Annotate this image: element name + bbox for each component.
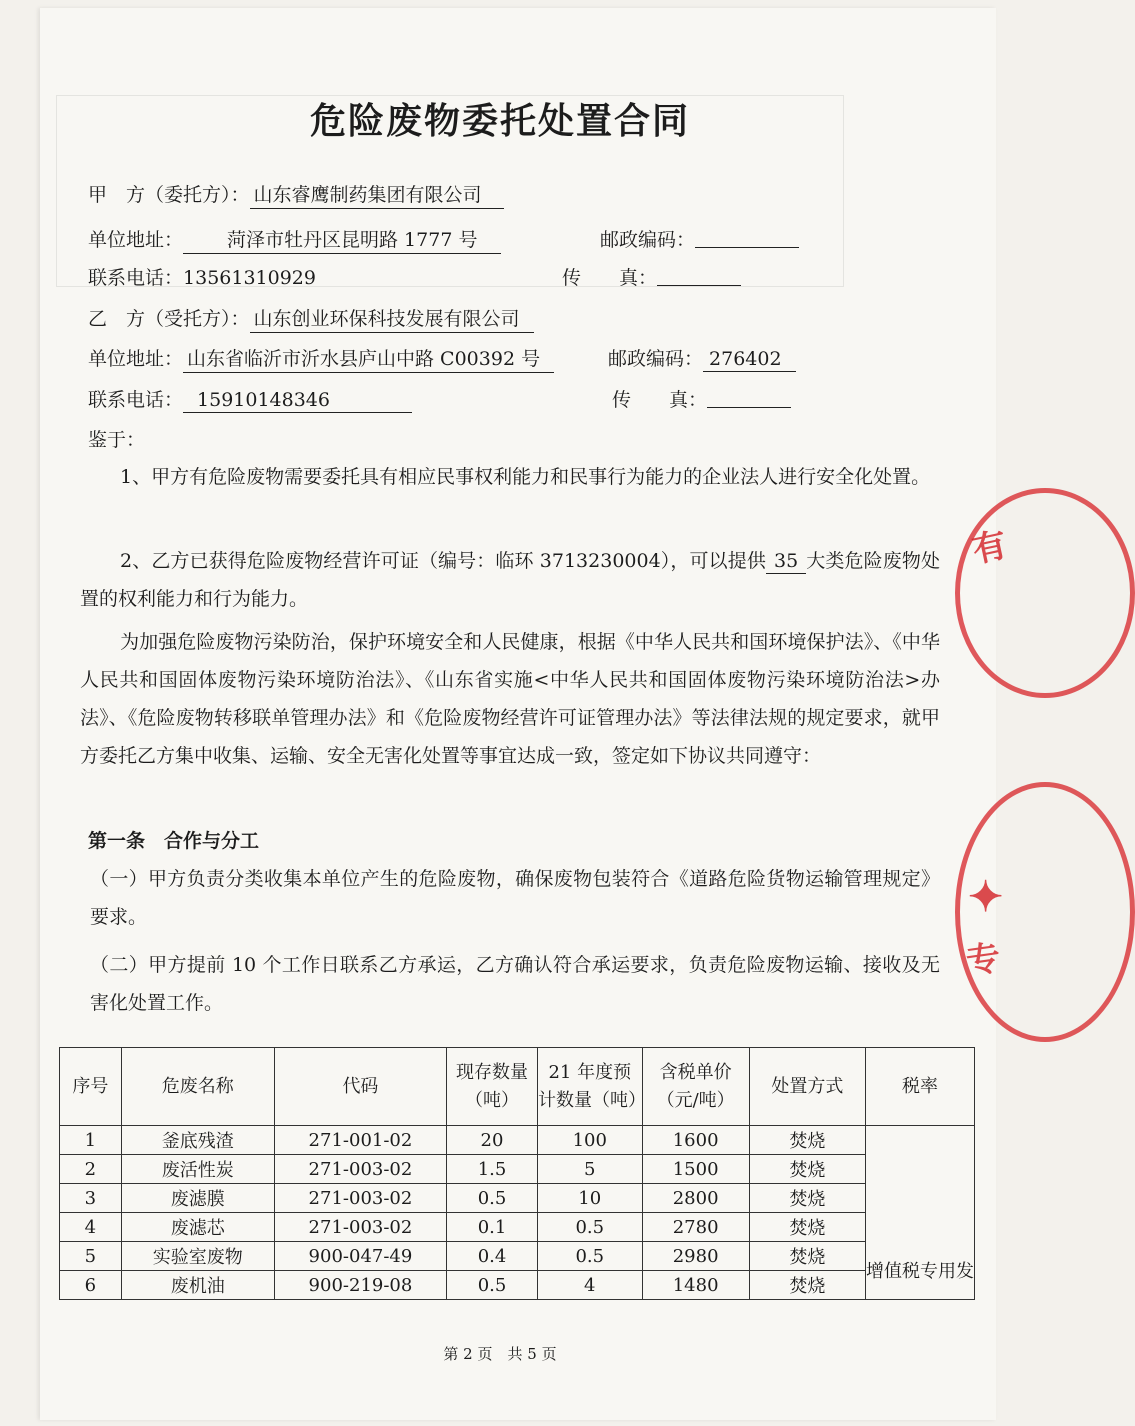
party-a-postcode-label: 邮政编码： xyxy=(600,229,696,251)
table-row xyxy=(60,1155,975,1184)
article-1-item-1: （一）甲方负责分类收集本单位产生的危险废物，确保废物包装符合《道路危险货物运输管理规定》要求。 xyxy=(90,868,940,928)
party-b-fax xyxy=(707,389,791,408)
party-a-address-label: 单位地址： xyxy=(88,229,184,251)
cell-code: 271-003-02 xyxy=(274,1184,446,1213)
cell-code: 271-001-02 xyxy=(274,1126,446,1155)
cell-stock: 0.5 xyxy=(447,1271,538,1300)
waste-table xyxy=(59,1047,975,1300)
table-row xyxy=(60,1242,975,1271)
cell-method: 焚烧 xyxy=(749,1155,865,1184)
party-a-phone-row xyxy=(88,263,316,290)
cell-price: 2780 xyxy=(642,1213,749,1242)
cell-stock: 0.5 xyxy=(447,1184,538,1213)
cell-name: 废机油 xyxy=(121,1271,274,1300)
cell-name: 釜底残渣 xyxy=(121,1126,274,1155)
header-forecast xyxy=(537,1048,646,1126)
cell-code: 900-047-49 xyxy=(274,1242,446,1271)
party-b-phone-row xyxy=(88,385,412,413)
party-b-postcode: 276402 xyxy=(703,348,796,372)
party-b-postcode-row xyxy=(608,344,796,372)
party-b-address: 山东省临沂市沂水县庐山中路 C00392 号 xyxy=(183,344,554,373)
party-b-fax-label: 传 真： xyxy=(612,389,708,411)
seal-star-icon: ✦ xyxy=(968,872,1004,921)
cell-stock: 0.4 xyxy=(447,1242,538,1271)
seal-lower-glyph: 专 xyxy=(963,937,1004,983)
table-row xyxy=(60,1126,975,1155)
cell-forecast: 5 xyxy=(537,1155,642,1184)
cell-name: 实验室废物 xyxy=(121,1242,274,1271)
header-tax: 税率 xyxy=(865,1048,974,1126)
cell-stock: 1.5 xyxy=(447,1155,538,1184)
cell-code: 900-219-08 xyxy=(274,1271,446,1300)
cell-code: 271-003-02 xyxy=(274,1213,446,1242)
party-b-label: 乙 方（受托方）： xyxy=(88,308,250,330)
purpose-paragraph xyxy=(80,623,940,775)
document-title: 危险废物委托处置合同 xyxy=(309,100,690,142)
cell-price: 2800 xyxy=(642,1184,749,1213)
header-no: 序号 xyxy=(60,1048,122,1126)
party-a-fax-label: 传 真： xyxy=(562,267,658,289)
party-a-label: 甲 方（委托方）： xyxy=(88,184,250,206)
page-footer: 第 2 页 共 5 页 xyxy=(443,1345,557,1363)
party-a-phone-label: 联系电话： xyxy=(88,267,184,289)
cell-stock: 0.1 xyxy=(447,1213,538,1242)
whereas-label: 鉴于： xyxy=(88,429,146,451)
clause-2 xyxy=(80,542,940,618)
header-method: 处置方式 xyxy=(749,1048,865,1126)
cell-name: 废滤芯 xyxy=(121,1213,274,1242)
cell-no: 6 xyxy=(60,1271,122,1300)
cell-tax-rate: 增值税专用发 xyxy=(865,1126,974,1300)
cell-forecast: 0.5 xyxy=(537,1242,642,1271)
cell-no: 1 xyxy=(60,1126,122,1155)
cell-method: 焚烧 xyxy=(749,1213,865,1242)
cell-method: 焚烧 xyxy=(749,1126,865,1155)
header-price-line1: 含税单价 xyxy=(659,1061,732,1083)
cell-price: 1600 xyxy=(642,1126,749,1155)
cell-forecast: 0.5 xyxy=(537,1213,642,1242)
header-forecast-line1: 21 年度预 xyxy=(548,1061,632,1083)
header-code: 代码 xyxy=(274,1048,446,1126)
party-a-postcode-row xyxy=(600,225,799,252)
cell-name: 废活性炭 xyxy=(121,1155,274,1184)
table-header-row xyxy=(60,1048,975,1126)
party-a-row xyxy=(88,180,504,209)
clause-1 xyxy=(80,458,940,496)
party-b-address-row xyxy=(88,344,554,373)
party-a-fax-row xyxy=(562,263,741,290)
cell-no: 5 xyxy=(60,1242,122,1271)
cell-price: 2980 xyxy=(642,1242,749,1271)
header-stock xyxy=(447,1048,538,1126)
party-b-phone-label: 联系电话： xyxy=(88,389,184,411)
party-b-address-label: 单位地址： xyxy=(88,348,184,370)
cell-forecast: 4 xyxy=(537,1271,642,1300)
table-row xyxy=(60,1213,975,1242)
header-price xyxy=(642,1048,749,1126)
cell-method: 焚烧 xyxy=(749,1271,865,1300)
party-b-row xyxy=(88,304,534,333)
header-forecast-line2: 计数量（吨） xyxy=(537,1089,646,1111)
party-b-name: 山东创业环保科技发展有限公司 xyxy=(250,304,534,333)
party-a-address-row xyxy=(88,225,501,254)
clause-1-text: 1、甲方有危险废物需要委托具有相应民事权利能力和民事行为能力的企业法人进行安全化处置。 xyxy=(120,466,931,488)
seal-upper-glyph: 有 xyxy=(968,524,1011,572)
cell-price: 1480 xyxy=(642,1271,749,1300)
article-1-title: 第一条 合作与分工 xyxy=(88,830,260,852)
cell-method: 焚烧 xyxy=(749,1242,865,1271)
party-a-phone: 13561310929 xyxy=(183,267,316,289)
header-stock-line2: （吨） xyxy=(465,1089,519,1111)
purpose-text: 为加强危险废物污染防治，保护环境安全和人民健康，根据《中华人民共和国环境保护法》、《中华人民共和国固体废物污染环境防治法》、《山东省实施<中华人民共和国固体废物污染环境防治法>办法》、《危险废物转移联单管理办法》和《危险废物经营许可证管理办法》等法律法规的规定要求，就甲方委托乙方集中收集、运输、安全无害化处置等事宜达成一致，签定如下协议共同遵守： xyxy=(80,631,940,767)
table-row xyxy=(60,1184,975,1213)
clause-2-text-a: 2、乙方已获得危险废物经营许可证（编号：临环 3713230004），可以提供 xyxy=(120,550,766,572)
cell-price: 1500 xyxy=(642,1155,749,1184)
cell-no: 4 xyxy=(60,1213,122,1242)
party-a-address: 菏泽市牡丹区昆明路 1777 号 xyxy=(183,225,501,254)
table-row xyxy=(60,1271,975,1300)
cell-stock: 20 xyxy=(447,1126,538,1155)
party-a-fax xyxy=(657,267,741,286)
cell-forecast: 10 xyxy=(537,1184,642,1213)
article-1-item-2: （二）甲方提前 10 个工作日联系乙方承运，乙方确认符合承运要求，负责危险废物运输、接收及无害化处置工作。 xyxy=(90,954,940,1014)
header-price-line2: （元/吨） xyxy=(656,1089,735,1111)
clause-2-text-b: 大类危险废物处置的权利能力和行为能力。 xyxy=(80,550,940,610)
party-b-phone: 15910148346 xyxy=(183,389,412,413)
cell-no: 2 xyxy=(60,1155,122,1184)
cell-no: 3 xyxy=(60,1184,122,1213)
clause-2-category-count: 35 xyxy=(766,550,806,574)
company-seal-upper xyxy=(955,488,1135,698)
party-a-postcode xyxy=(695,229,799,248)
cell-method: 焚烧 xyxy=(749,1184,865,1213)
header-name: 危废名称 xyxy=(121,1048,274,1126)
party-b-fax-row xyxy=(612,385,791,412)
cell-forecast: 100 xyxy=(537,1126,642,1155)
party-b-postcode-label: 邮政编码： xyxy=(608,348,704,370)
cell-code: 271-003-02 xyxy=(274,1155,446,1184)
cell-name: 废滤膜 xyxy=(121,1184,274,1213)
party-a-name: 山东睿鹰制药集团有限公司 xyxy=(250,180,504,209)
header-stock-line1: 现存数量 xyxy=(456,1061,528,1083)
